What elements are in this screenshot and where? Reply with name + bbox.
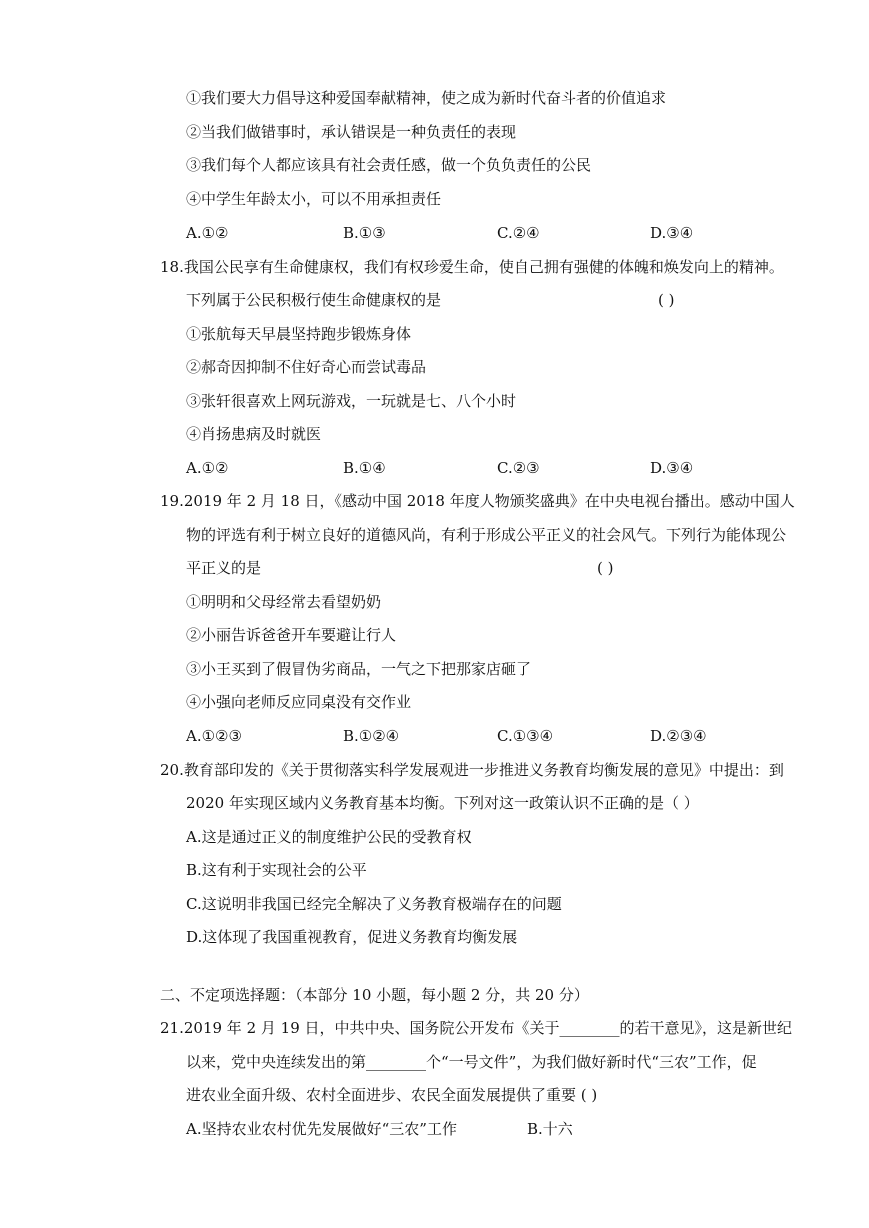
q18-option-d: D.③④ bbox=[650, 459, 694, 477]
q17-option-b: B.①③ bbox=[343, 224, 386, 242]
section-2-heading: 二、不定项选择题：（本部分 10 小题，每小题 2 分，共 20 分） bbox=[160, 986, 589, 1004]
q19-option-d: D.②③④ bbox=[650, 727, 707, 745]
q18-statement-1: ①张航每天早晨坚持跑步锻炼身体 bbox=[186, 325, 412, 343]
q21-stem-line-3: 进农业全面升级、农村全面进步、农民全面发展提供了重要 ( ) bbox=[186, 1086, 598, 1104]
q19-option-a: A.①②③ bbox=[186, 727, 242, 745]
q18-option-a: A.①② bbox=[186, 459, 229, 477]
q17-option-a: A.①② bbox=[186, 224, 229, 242]
q17-statement-4: ④中学生年龄太小，可以不用承担责任 bbox=[186, 190, 442, 208]
q18-stem-line-2: 下列属于公民积极行使生命健康权的是 bbox=[186, 291, 442, 309]
q20-option-b: B.这有利于实现社会的公平 bbox=[186, 861, 367, 879]
q20-option-a: A.这是通过正义的制度维护公民的受教育权 bbox=[186, 828, 472, 846]
q18-statement-3: ③张轩很喜欢上网玩游戏，一玩就是七、八个小时 bbox=[186, 392, 517, 410]
q20-stem-line-2: 2020 年实现区域内义务教育基本均衡。下列对这一政策认识不正确的是（ ） bbox=[186, 794, 699, 812]
q19-option-b: B.①②④ bbox=[343, 727, 400, 745]
q18-option-c: C.②③ bbox=[497, 459, 540, 477]
q19-answer-paren: ( ) bbox=[597, 559, 614, 577]
q17-statement-2: ②当我们做错事时，承认错误是一种负责任的表现 bbox=[186, 123, 517, 141]
q19-statement-4: ④小强向老师反应同桌没有交作业 bbox=[186, 693, 412, 711]
q18-statement-2: ②郝奇因抑制不住好奇心而尝试毒品 bbox=[186, 358, 427, 376]
q21-stem-line-2: 以来，党中央连续发出的第________个“一号文件”，为我们做好新时代“三农”工作，促 bbox=[186, 1053, 757, 1071]
q21-option-a: A.坚持农业农村优先发展做好“三农”工作 bbox=[186, 1120, 457, 1138]
q17-statement-1: ①我们要大力倡导这种爱国奉献精神，使之成为新时代奋斗者的价值追求 bbox=[186, 89, 667, 107]
q20-option-d: D.这体现了我国重视教育，促进义务教育均衡发展 bbox=[186, 928, 518, 946]
q19-stem-line-2: 物的评选有利于树立良好的道德风尚，有利于形成公平正义的社会风气。下列行为能体现公 bbox=[186, 526, 787, 544]
q19-statement-1: ①明明和父母经常去看望奶奶 bbox=[186, 593, 382, 611]
q19-stem-line-3: 平正义的是 bbox=[186, 559, 262, 577]
q17-option-d: D.③④ bbox=[650, 224, 694, 242]
q19-statement-3: ③小王买到了假冒伪劣商品，一气之下把那家店砸了 bbox=[186, 660, 532, 678]
q18-stem-line-1: 18.我国公民享有生命健康权，我们有权珍爱生命，使自己拥有强健的体魄和焕发向上的精神。 bbox=[160, 258, 784, 276]
q18-option-b: B.①④ bbox=[343, 459, 386, 477]
q17-statement-3: ③我们每个人都应该具有社会责任感，做一个负负责任的公民 bbox=[186, 156, 592, 174]
q19-stem-line-1: 19.2019 年 2 月 18 日，《感动中国 2018 年度人物颁奖盛典》在中央电视台播出。感动中国人 bbox=[160, 492, 795, 510]
q18-statement-4: ④肖扬患病及时就医 bbox=[186, 425, 322, 443]
q20-option-c: C.这说明非我国已经完全解决了义务教育极端存在的问题 bbox=[186, 895, 562, 913]
q20-stem-line-1: 20.教育部印发的《关于贯彻落实科学发展观进一步推进义务教育均衡发展的意见》中提出：到 bbox=[160, 761, 784, 779]
q19-statement-2: ②小丽告诉爸爸开车要避让行人 bbox=[186, 626, 397, 644]
q17-option-c: C.②④ bbox=[497, 224, 540, 242]
q18-answer-paren: ( ) bbox=[658, 291, 675, 309]
q19-option-c: C.①③④ bbox=[497, 727, 554, 745]
q21-option-b: B.十六 bbox=[527, 1120, 573, 1138]
q21-stem-line-1: 21.2019 年 2 月 19 日，中共中央、国务院公开发布《关于________的若干意见》，这是新世纪 bbox=[160, 1019, 793, 1037]
